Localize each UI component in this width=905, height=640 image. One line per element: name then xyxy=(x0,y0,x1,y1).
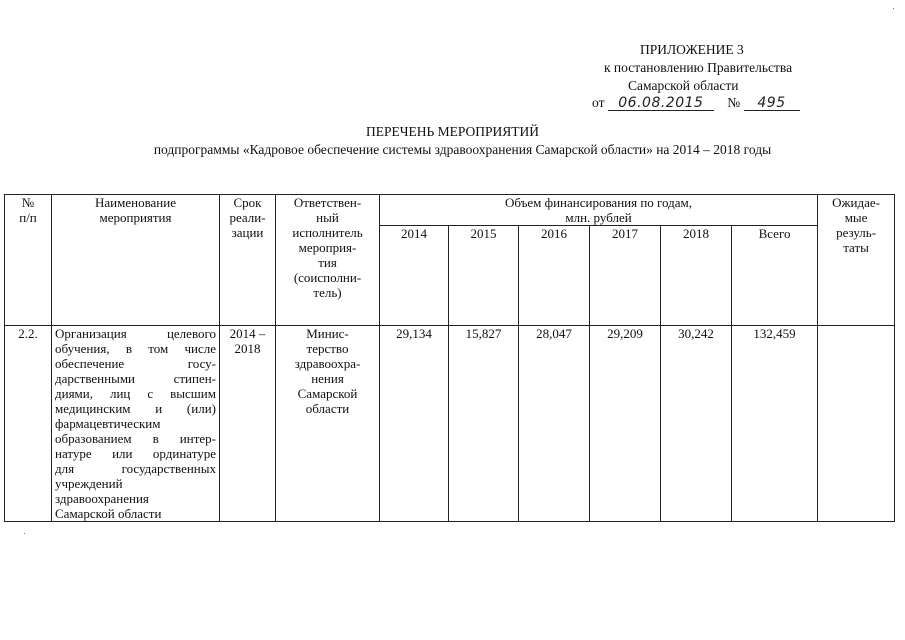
header-total: Всего xyxy=(732,226,818,326)
header-row-1 xyxy=(5,195,895,226)
row-term: 2014 – 2018 xyxy=(220,326,276,522)
scan-speck xyxy=(893,8,894,9)
row-value-2018: 30,242 xyxy=(661,326,732,522)
header-name: Наименование мероприятия xyxy=(52,195,220,326)
handwritten-number: 495 xyxy=(744,97,800,111)
row-value-2014: 29,134 xyxy=(380,326,449,522)
row-name: Организация целевого обучения, в том числе обеспечение госу- дарственными стипен- диями, лиц с высшим медицинским и (или) фармацевтическим образованием в интер- натуре или ординатуре для государственных учреждений здравоохранения Самарской области xyxy=(52,326,220,522)
header-year-2018: 2018 xyxy=(661,226,732,326)
number-prefix: № xyxy=(727,95,741,110)
header-year-2017: 2017 xyxy=(590,226,661,326)
scan-speck xyxy=(24,533,25,534)
header-financing: Объем финансирования по годам, млн. рублей xyxy=(380,195,818,226)
handwritten-date: 06.08.2015 xyxy=(608,97,714,111)
row-value-2017: 29,209 xyxy=(590,326,661,522)
appendix-date-line xyxy=(592,95,800,111)
row-responsible: Минис- терство здравоохра- нения Самарской области xyxy=(276,326,380,522)
header-year-2014: 2014 xyxy=(380,226,449,326)
row-value-total: 132,459 xyxy=(732,326,818,522)
header-responsible: Ответствен- ный исполнитель мероприя- тия (соисполни- тель) xyxy=(276,195,380,326)
appendix-line-2: Самарской области xyxy=(628,78,739,93)
header-expected: Ожидае- мые резуль- таты xyxy=(818,195,895,326)
page-title: ПЕРЕЧЕНЬ МЕРОПРИЯТИЙ xyxy=(365,124,540,139)
row-value-2016: 28,047 xyxy=(519,326,590,522)
row-expected xyxy=(818,326,895,522)
appendix-title: ПРИЛОЖЕНИЕ 3 xyxy=(640,42,744,57)
header-year-2016: 2016 xyxy=(519,226,590,326)
header-year-2015: 2015 xyxy=(449,226,519,326)
header-num: № п/п xyxy=(5,195,52,326)
header-term: Срок реали- зации xyxy=(220,195,276,326)
page-subtitle: подпрограммы «Кадровое обеспечение системы здравоохранения Самарской области» на 2014 – 2018 годы xyxy=(153,142,772,157)
table-row xyxy=(5,326,895,522)
appendix-line-1: к постановлению Правительства xyxy=(604,60,793,75)
row-num: 2.2. xyxy=(5,326,52,522)
measures-table xyxy=(4,194,895,522)
date-prefix: от xyxy=(592,95,605,110)
row-value-2015: 15,827 xyxy=(449,326,519,522)
